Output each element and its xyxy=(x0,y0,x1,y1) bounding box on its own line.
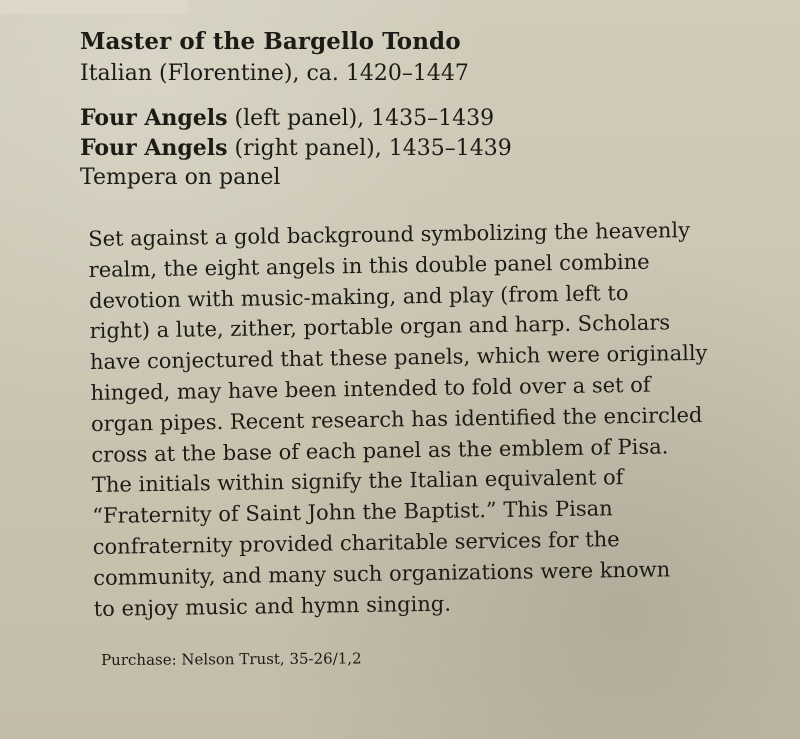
description-line: cross at the base of each panel as the emblem of Pisa. xyxy=(91,433,669,467)
label-header xyxy=(80,28,700,192)
description-line: organ pipes. Recent research has identified the encircled xyxy=(90,402,703,436)
work-line-right-panel xyxy=(80,135,700,163)
artist-meta: Italian (Florentine), ca. 1420–1447 xyxy=(80,60,469,86)
description-line: hinged, may have been intended to fold over a set of xyxy=(90,372,651,405)
description-block xyxy=(88,215,708,624)
description-line: to enjoy music and hymn singing. xyxy=(93,591,452,621)
credit-line: Purchase: Nelson Trust, 35-26/1,2 xyxy=(101,649,362,669)
medium-line: Tempera on panel xyxy=(80,165,281,191)
light-corner-patch xyxy=(0,0,188,14)
description-line: The initials within signify the Italian equivalent of xyxy=(91,465,624,498)
description-line: realm, the eight angels in this double panel combine xyxy=(88,249,650,282)
work-title-right: Four Angels xyxy=(80,134,228,161)
description-line: community, and many such organizations were known xyxy=(93,557,671,590)
description-line: confraternity provided charitable services for the xyxy=(92,527,620,559)
description-line: have conjectured that these panels, which were originally xyxy=(89,341,708,375)
work-detail-right: (right panel), 1435–1439 xyxy=(227,135,512,161)
work-title-left: Four Angels xyxy=(80,105,228,132)
description-line: devotion with music-making, and play (from left to xyxy=(88,280,629,313)
work-detail-left: (left panel), 1435–1439 xyxy=(227,106,495,132)
description-line: “Fraternity of Saint John the Baptist.” This Pisan xyxy=(92,496,613,529)
artist-name: Master of the Bargello Tondo xyxy=(80,28,461,55)
description-line: Set against a gold background symbolizing the heavenly xyxy=(88,218,691,251)
work-line-left-panel xyxy=(80,105,700,133)
description-line: right) a lute, zither, portable organ and harp. Scholars xyxy=(89,310,671,344)
